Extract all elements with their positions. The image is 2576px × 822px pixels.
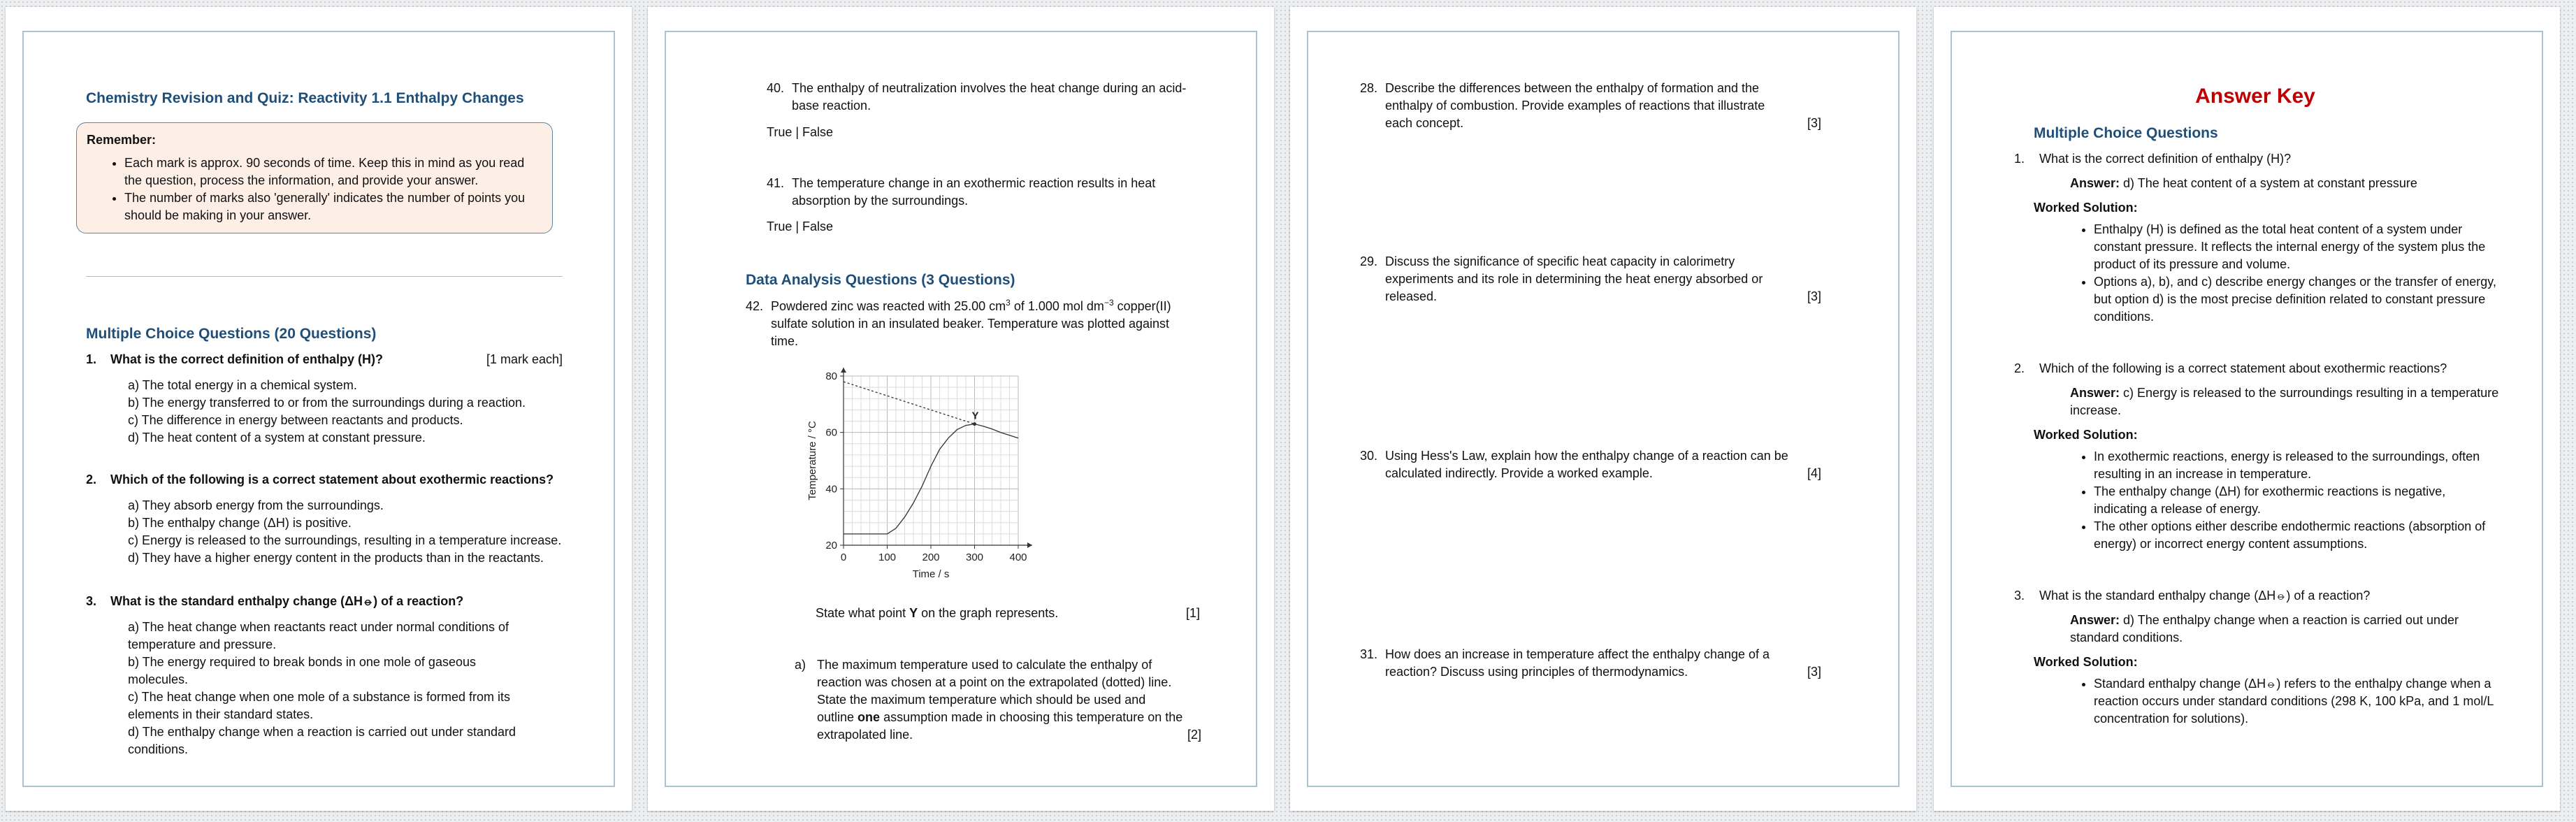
x-tick-label: 100: [878, 551, 897, 563]
y-tick-label: 40: [825, 483, 837, 496]
remember-bullet: • The number of marks also 'generally' indicates the number of points you should be making in your answer.: [124, 189, 542, 224]
question-text: on the graph represents.: [918, 606, 1059, 620]
solution-bullet: • The enthalpy change (ΔH) for exothermic reactions is negative, indicating a release of energy.: [2094, 483, 2496, 518]
question-text: assumption made in choosing this temperature on the extrapolated line.: [817, 710, 1183, 742]
solution-bullet: • In exothermic reactions, energy is released to the surroundings, often resulting in an increase in temperature.: [2094, 448, 2496, 483]
answer-text: c) Energy is released to the surroundings resulting in a temperature increase.: [2070, 386, 2499, 417]
remember-list: [87, 154, 542, 224]
x-axis-arrow: [1027, 542, 1032, 548]
question-marks: [4]: [1807, 466, 1821, 480]
worked-solution-label: Worked Solution:: [2034, 201, 2138, 215]
answer-item-3: [2014, 587, 2503, 728]
page-1: [6, 7, 632, 811]
answer-label: Answer:: [2070, 613, 2120, 627]
worked-solution: [2014, 675, 2503, 728]
remember-bullet: • Each mark is approx. 90 seconds of time. Keep this in mind as you read the question, process the information, and provide your answer.: [124, 154, 542, 189]
question-text: Discuss the significance of specific heat capacity in calorimetry experiments and its role in determining the heat energy absorbed or released.: [1385, 254, 1763, 303]
solution-bullet: • Enthalpy (H) is defined as the total heat content of a system under constant pressure. It reflects the internal energy of the system plus the product of its pressure and volume.: [2094, 221, 2496, 273]
tf-question-41: [767, 175, 1200, 210]
question-text: The temperature change in an exothermic reaction results in heat absorption by the surroundings.: [792, 176, 1156, 208]
divider: [86, 276, 563, 277]
section-heading: Multiple Choice Questions: [2034, 125, 2218, 141]
question-text: The maximum temperature used to calculate the enthalpy of reaction was chosen at a point on the extrapolated (dotted) line. State the maximum temperature which should be used and outline: [817, 658, 1172, 724]
answer-line: [2014, 175, 2503, 192]
answer-key-title: Answer Key: [2195, 85, 2315, 108]
option: a) The heat change when reactants react under normal conditions of temperature and pressure.: [128, 620, 509, 651]
question-number: 31.: [1360, 647, 1378, 661]
section-heading: Data Analysis Questions (3 Questions): [746, 272, 1015, 288]
y-tick-label: 80: [825, 370, 837, 382]
question-text: Which of the following is a correct statement about exothermic reactions?: [2039, 361, 2447, 375]
question-text: Describe the differences between the enthalpy of formation and the enthalpy of combustion. Provide examples of reactions that illustrate each concept.: [1385, 81, 1765, 130]
section-heading: Multiple Choice Questions (20 Questions): [86, 326, 377, 342]
question-text: What is the correct definition of enthalpy (H)?: [2039, 152, 2292, 166]
question-number: 40.: [767, 81, 785, 95]
y-axis-arrow: [841, 368, 846, 373]
true-false-choices: True | False: [767, 219, 834, 233]
x-tick-label: 0: [840, 551, 847, 563]
answer-item-1: [2014, 150, 2503, 326]
x-tick-label: 200: [922, 551, 940, 563]
point-label: Y: [909, 606, 918, 620]
x-tick-label: 300: [965, 551, 984, 563]
superscript: −3: [1104, 298, 1114, 308]
question-number: 1.: [86, 352, 97, 366]
option: d) The heat content of a system at constant pressure.: [128, 431, 426, 445]
answer-text: d) The heat content of a system at constant pressure: [2123, 176, 2417, 190]
x-tick-label: 400: [1009, 551, 1027, 563]
chart-grid: [844, 376, 1018, 545]
page-title: Chemistry Revision and Quiz: Reactivity 1.1 Enthalpy Changes: [86, 90, 524, 106]
y-tick-label: 20: [825, 540, 837, 551]
question-text: State what point: [816, 606, 910, 620]
solution-bullet: • The other options either describe endothermic reactions (absorption of energy) or incorrect energy content assumptions.: [2094, 518, 2496, 553]
question-text: What is the correct definition of enthalpy (H)?: [110, 352, 384, 366]
question-text: of 1.000 mol dm: [1010, 299, 1104, 313]
question-marks: [3]: [1807, 116, 1821, 130]
chart-labels: [806, 370, 1027, 580]
y-tick-label: 60: [825, 426, 837, 439]
state-point-question: [816, 605, 1200, 622]
y-axis-label: Temperature / °C: [806, 421, 818, 500]
point-y-marker: [973, 422, 976, 426]
chart-svg: [802, 356, 1053, 594]
solution-bullet: • Options a), b), and c) describe energy changes or the transfer of energy, but option d) is the most precise definition related to constant pressure conditions.: [2094, 273, 2496, 326]
question-30: [1360, 447, 1821, 482]
question-text: copper(II) sulfate solution in an insulated beaker. Temperature was plotted against time.: [771, 299, 1171, 348]
option: d) The enthalpy change when a reaction is carried out under standard conditions.: [128, 725, 516, 756]
question-marks: [2]: [1187, 728, 1201, 742]
answer-text: d) The enthalpy change when a reaction is carried out under standard conditions.: [2070, 613, 2459, 644]
temperature-chart: [802, 356, 1053, 599]
question-42: [746, 298, 1193, 350]
extrapolated-line: [844, 382, 975, 424]
question-number: 30.: [1360, 449, 1378, 463]
question-number: 3.: [2014, 589, 2025, 603]
question-number: 42.: [746, 299, 764, 313]
question-number: 1.: [2014, 152, 2025, 166]
question-29: [1360, 253, 1821, 305]
tf-question-40: [767, 80, 1200, 115]
question-number: 2.: [86, 473, 97, 486]
option: d) They have a higher energy content in the products than in the reactants.: [128, 551, 544, 565]
question-number: 29.: [1360, 254, 1378, 268]
worked-solution: [2014, 448, 2503, 553]
page-2: [648, 7, 1274, 811]
answer-line: [2014, 384, 2503, 419]
question-31: [1360, 646, 1821, 681]
page-3: [1290, 7, 1916, 811]
question-text: Using Hess's Law, explain how the enthalpy change of a reaction can be calculated indirectly. Provide a worked example.: [1385, 449, 1788, 480]
option: b) The enthalpy change (ΔH) is positive.: [128, 516, 352, 530]
option: c) The difference in energy between reactants and products.: [128, 413, 463, 427]
question-1: [86, 351, 563, 447]
option: b) The energy required to break bonds in one mole of gaseous molecules.: [128, 655, 476, 686]
page-4: [1934, 7, 2560, 811]
question-marks: [1]: [1185, 606, 1200, 620]
remember-heading: Remember:: [87, 133, 157, 147]
point-y-label: Y: [971, 410, 979, 422]
answer-line: [2014, 612, 2503, 647]
question-28: [1360, 80, 1821, 132]
solution-bullet: • Standard enthalpy change (ΔH⦵) refers to the enthalpy change when a reaction occurs under standard conditions (298 K, 100 kPa, and 1 mol/L concentration for solutions).: [2094, 675, 2496, 728]
option: c) The heat change when one mole of a substance is formed from its elements in their standard states.: [128, 690, 510, 721]
question-text: Which of the following is a correct statement about exothermic reactions?: [110, 473, 554, 486]
option: a) The total energy in a chemical system.: [128, 378, 357, 392]
superscript: 3: [1006, 298, 1011, 308]
question-marks: [3]: [1807, 289, 1821, 303]
question-text: What is the standard enthalpy change (ΔH⦵) of a reaction?: [2039, 589, 2371, 603]
bold-word: one: [858, 710, 881, 724]
question-number: 28.: [1360, 81, 1378, 95]
answer-label: Answer:: [2070, 176, 2120, 190]
option: b) The energy transferred to or from the surroundings during a reaction.: [128, 396, 526, 410]
question-text: How does an increase in temperature affect the enthalpy change of a reaction? Discuss using principles of thermodynamics.: [1385, 647, 1770, 679]
answer-item-2: [2014, 360, 2503, 553]
part-label: a): [795, 658, 806, 672]
question-marks: [3]: [1807, 665, 1821, 679]
question-2: [86, 471, 563, 567]
worked-solution: [2014, 221, 2503, 326]
worked-solution-label: Worked Solution:: [2034, 428, 2138, 442]
question-text: The enthalpy of neutralization involves the heat change during an acid-base reaction.: [792, 81, 1187, 113]
remember-box: [76, 122, 553, 233]
question-text: Powdered zinc was reacted with 25.00 cm: [771, 299, 1006, 313]
worked-solution-label: Worked Solution:: [2034, 655, 2138, 669]
answer-label: Answer:: [2070, 386, 2120, 400]
question-3: [86, 593, 563, 758]
question-number: 41.: [767, 176, 785, 190]
question-text: What is the standard enthalpy change (ΔH⦵) of a reaction?: [110, 594, 464, 608]
option: c) Energy is released to the surroundings, resulting in a temperature increase.: [128, 533, 562, 547]
question-marks: [1 mark each]: [486, 352, 563, 366]
chart-axes: [840, 368, 1032, 549]
true-false-choices: True | False: [767, 125, 834, 139]
question-42a: [795, 656, 1200, 744]
x-axis-label: Time / s: [912, 568, 950, 580]
question-number: 3.: [86, 594, 97, 608]
option: a) They absorb energy from the surroundings.: [128, 498, 384, 512]
question-number: 2.: [2014, 361, 2025, 375]
